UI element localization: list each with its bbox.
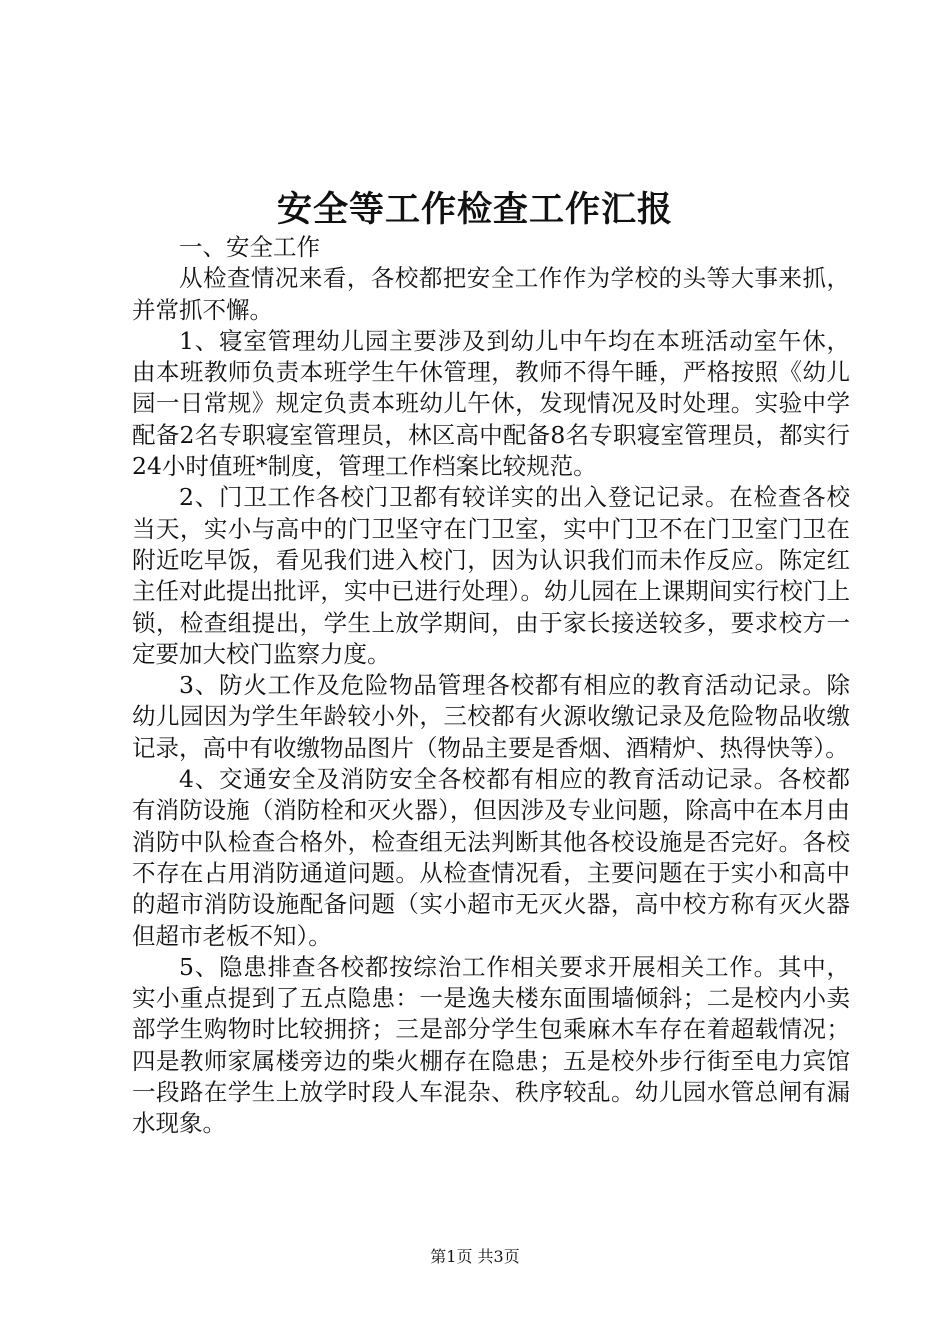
paragraph-overview: 从检查情况来看，各校都把安全工作作为学校的头等大事来抓，并常抓不懈。 [132, 264, 850, 324]
paragraph-gatekeeper-work: 2、门卫工作各校门卫都有较详实的出入登记记录。在检查各校当天，实小与高中的门卫坚守在门卫室，实中门卫不在门卫室门卫在附近吃早饭，看见我们进入校门，因为认识我们而未作反应。陈定红主任对此提出批评，实中已进行处理）。幼儿园在上课期间实行校门上锁，检查组提出，学生上放学期间，由于家长接送较多，要求校方一定要加大校门监察力度。 [132, 483, 850, 668]
page-number-footer: 第1页 共3页 [430, 1247, 520, 1266]
document-body [132, 232, 850, 1140]
paragraph-fire-prevention: 3、防火工作及危险物品管理各校都有相应的教育活动记录。除幼儿园因为学生年龄较小外，三校都有火源收缴记录及危险物品收缴记录，高中有收缴物品图片（物品主要是香烟、酒精炉、热得快等）。 [132, 671, 850, 762]
paragraph-traffic-fire-safety: 4、交通安全及消防安全各校都有相应的教育活动记录。各校都有消防设施（消防栓和灭火器），但因涉及专业问题，除高中在本月由消防中队检查合格外，检查组无法判断其他各校设施是否完好。各校不存在占用消防通道问题。从检查情况看，主要问题在于实小和高中的超市消防设施配备问题（实小超市无灭火器，高中校方称有灭火器但超市老板不知）。 [132, 765, 850, 950]
paragraph-dormitory-management: 1、寝室管理幼儿园主要涉及到幼儿中午均在本班活动室午休，由本班教师负责本班学生午休管理，教师不得午睡，严格按照《幼儿园一日常规》规定负责本班幼儿午休，发现情况及时处理。实验中学配备2名专职寝室管理员，林区高中配备8名专职寝室管理员，都实行24小时值班*制度，管理工作档案比较规范。 [132, 326, 850, 481]
section-heading-safety: 一、安全工作 [179, 233, 320, 261]
paragraph-hazard-inspection: 5、隐患排查各校都按综治工作相关要求开展相关工作。其中，实小重点提到了五点隐患：一是逸夫楼东面围墙倾斜；二是校内小卖部学生购物时比较拥挤；三是部分学生包乘麻木车存在着超载情况；四是教师家属楼旁边的柴火棚存在隐患；五是校外步行街至电力宾馆一段路在学生上放学时段人车混杂、秩序较乱。幼儿园水管总闸有漏水现象。 [132, 952, 850, 1138]
document-title: 安全等工作检查工作汇报 [276, 189, 673, 230]
